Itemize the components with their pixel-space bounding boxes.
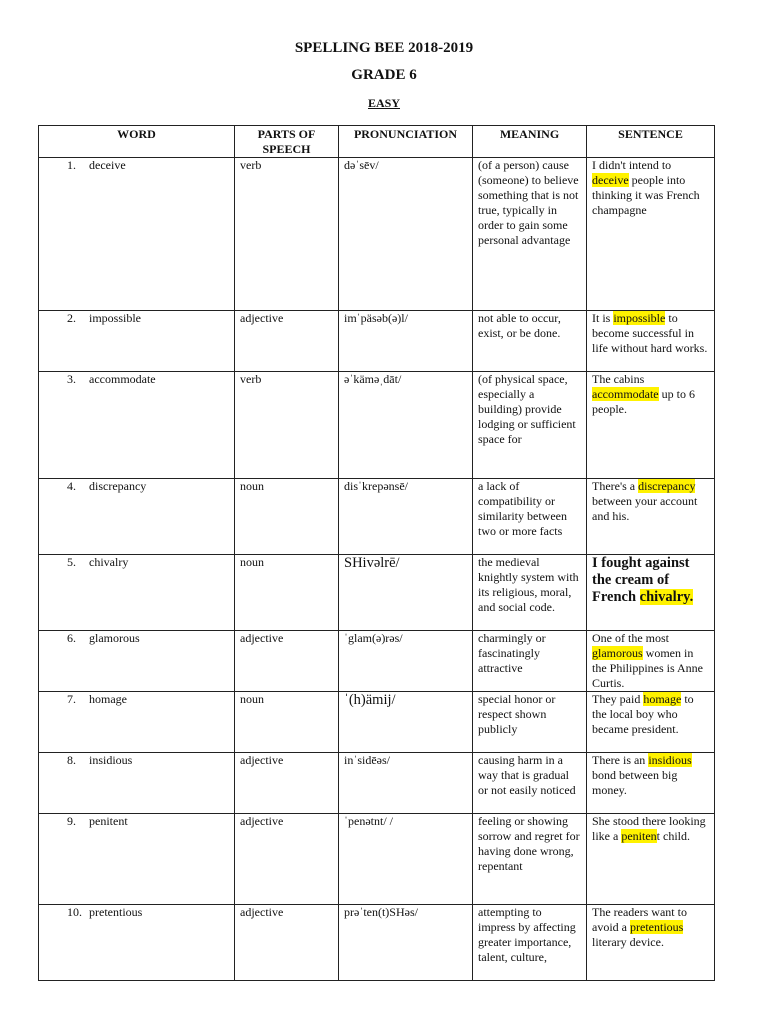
- pronunciation: ˈ(h)ämij/: [339, 692, 473, 753]
- column-header: WORD: [39, 126, 235, 158]
- column-header: PRONUNCIATION: [339, 126, 473, 158]
- level-heading: EASY: [367, 96, 400, 110]
- sentence: [587, 479, 715, 555]
- table-row: [39, 555, 715, 631]
- part-of-speech: noun: [235, 479, 339, 555]
- word-cell: [39, 372, 235, 479]
- highlighted-word: discrepancy: [638, 479, 696, 493]
- row-number: 4.: [67, 479, 76, 493]
- pronunciation: inˈsidēəs/: [339, 753, 473, 814]
- meaning: a lack of compatibility or similarity between two or more facts: [473, 479, 587, 555]
- meaning: special honor or respect shown publicly: [473, 692, 587, 753]
- word: penitent: [89, 814, 128, 828]
- meaning: charmingly or fascinatingly attractive: [473, 631, 587, 692]
- sentence: [587, 753, 715, 814]
- part-of-speech: adjective: [235, 905, 339, 981]
- sentence-text-after: bond between big money.: [592, 768, 678, 797]
- highlighted-word: peniten: [621, 829, 657, 843]
- table-row: [39, 479, 715, 555]
- column-header: PARTS OF SPEECH: [235, 126, 339, 158]
- sentence: [587, 311, 715, 372]
- meaning: the medieval knightly system with its religious, moral, and social code.: [473, 555, 587, 631]
- word: discrepancy: [89, 479, 147, 493]
- word: glamorous: [89, 631, 140, 645]
- word-cell: [39, 158, 235, 311]
- sentence-text-after: t child.: [656, 829, 690, 843]
- word-cell: [39, 479, 235, 555]
- sentence-text-after: to the local boy who became president.: [592, 692, 694, 736]
- sentence: [587, 372, 715, 479]
- part-of-speech: adjective: [235, 631, 339, 692]
- row-number: 10.: [67, 905, 82, 919]
- sentence: [587, 692, 715, 753]
- row-number: 6.: [67, 631, 76, 645]
- meaning: causing harm in a way that is gradual or not easily noticed: [473, 753, 587, 814]
- meaning: (of a person) cause (someone) to believe something that is not true, typically in order to gain some personal advantage: [473, 158, 587, 311]
- word-cell: [39, 753, 235, 814]
- column-header: SENTENCE: [587, 126, 715, 158]
- sentence-text-after: women in the Philippines is Anne Curtis.: [592, 646, 703, 690]
- sentence: [587, 158, 715, 311]
- row-number: 1.: [67, 158, 76, 172]
- word-cell: [39, 814, 235, 905]
- row-number: 3.: [67, 372, 76, 386]
- highlighted-word: accommodate: [592, 387, 659, 401]
- highlighted-word: impossible: [613, 311, 666, 325]
- grade-heading: GRADE 6: [351, 67, 417, 83]
- table-row: [39, 753, 715, 814]
- word: pretentious: [89, 905, 143, 919]
- sentence-text-before: I fought against the cream of French: [592, 555, 690, 605]
- part-of-speech: adjective: [235, 311, 339, 372]
- table-row: [39, 158, 715, 311]
- sentence-text-after: between your account and his.: [592, 494, 698, 523]
- sentence-text-before: It is: [592, 311, 614, 325]
- pronunciation: prəˈten(t)SHəs/: [339, 905, 473, 981]
- table-row: [39, 372, 715, 479]
- meaning: not able to occur, exist, or be done.: [473, 311, 587, 372]
- pronunciation: imˈpäsəb(ə)l/: [339, 311, 473, 372]
- table-row: [39, 692, 715, 753]
- sentence-text-after: people into thinking it was French champagne: [592, 173, 700, 217]
- word: impossible: [89, 311, 142, 325]
- table-row: [39, 814, 715, 905]
- meaning: (of physical space, especially a building) provide lodging or sufficient space for: [473, 372, 587, 479]
- pronunciation: SHivəlrē/: [339, 555, 473, 631]
- highlighted-word: chivalry.: [639, 589, 694, 605]
- sentence-text-after: to become successful in life without hard works.: [592, 311, 708, 355]
- sentence-text-before: They paid: [592, 692, 644, 706]
- pronunciation: disˈkrepənsē/: [339, 479, 473, 555]
- sentence-text-before: I didn't intend to: [592, 158, 672, 172]
- row-number: 5.: [67, 555, 76, 569]
- word: accommodate: [89, 372, 156, 386]
- word: chivalry: [89, 555, 129, 569]
- sentence: [587, 905, 715, 981]
- sentence-text-before: One of the most: [592, 631, 669, 645]
- part-of-speech: noun: [235, 555, 339, 631]
- meaning: attempting to impress by affecting greater importance, talent, culture,: [473, 905, 587, 981]
- row-number: 8.: [67, 753, 76, 767]
- word: insidious: [89, 753, 133, 767]
- sentence-text-after: literary device.: [592, 935, 664, 949]
- table-row: [39, 905, 715, 981]
- word: homage: [89, 692, 127, 706]
- word-cell: [39, 631, 235, 692]
- word-cell: [39, 311, 235, 372]
- sentence: [587, 555, 715, 631]
- pronunciation: əˈkäməˌdāt/: [339, 372, 473, 479]
- part-of-speech: verb: [235, 372, 339, 479]
- word-cell: [39, 692, 235, 753]
- meaning: feeling or showing sorrow and regret for having done wrong, repentant: [473, 814, 587, 905]
- sentence-text-before: The cabins: [592, 372, 645, 386]
- sentence: [587, 631, 715, 692]
- highlighted-word: pretentious: [630, 920, 684, 934]
- table-header-row: [39, 126, 715, 158]
- part-of-speech: noun: [235, 692, 339, 753]
- part-of-speech: adjective: [235, 753, 339, 814]
- highlighted-word: homage: [643, 692, 682, 706]
- sentence-text-before: The readers want to avoid a: [592, 905, 687, 934]
- sentence: [587, 814, 715, 905]
- row-number: 7.: [67, 692, 76, 706]
- table-row: [39, 311, 715, 372]
- spelling-table: [38, 125, 715, 981]
- highlighted-word: deceive: [592, 173, 629, 187]
- sentence-text-after: up to 6 people.: [592, 387, 695, 416]
- word-cell: [39, 905, 235, 981]
- highlighted-word: glamorous: [592, 646, 643, 660]
- highlighted-word: insidious: [648, 753, 692, 767]
- row-number: 9.: [67, 814, 76, 828]
- pronunciation: dəˈsēv/: [339, 158, 473, 311]
- word: deceive: [89, 158, 126, 172]
- part-of-speech: verb: [235, 158, 339, 311]
- pronunciation: ˈpenətnt/ /: [339, 814, 473, 905]
- row-number: 2.: [67, 311, 76, 325]
- word-cell: [39, 555, 235, 631]
- part-of-speech: adjective: [235, 814, 339, 905]
- column-header: MEANING: [473, 126, 587, 158]
- document-title: SPELLING BEE 2018-2019: [294, 40, 474, 56]
- sentence-text-before: She stood there looking like a: [592, 814, 706, 843]
- pronunciation: ˈglam(ə)rəs/: [339, 631, 473, 692]
- sentence-text-before: There is an: [592, 753, 649, 767]
- table-row: [39, 631, 715, 692]
- sentence-text-before: There's a: [592, 479, 639, 493]
